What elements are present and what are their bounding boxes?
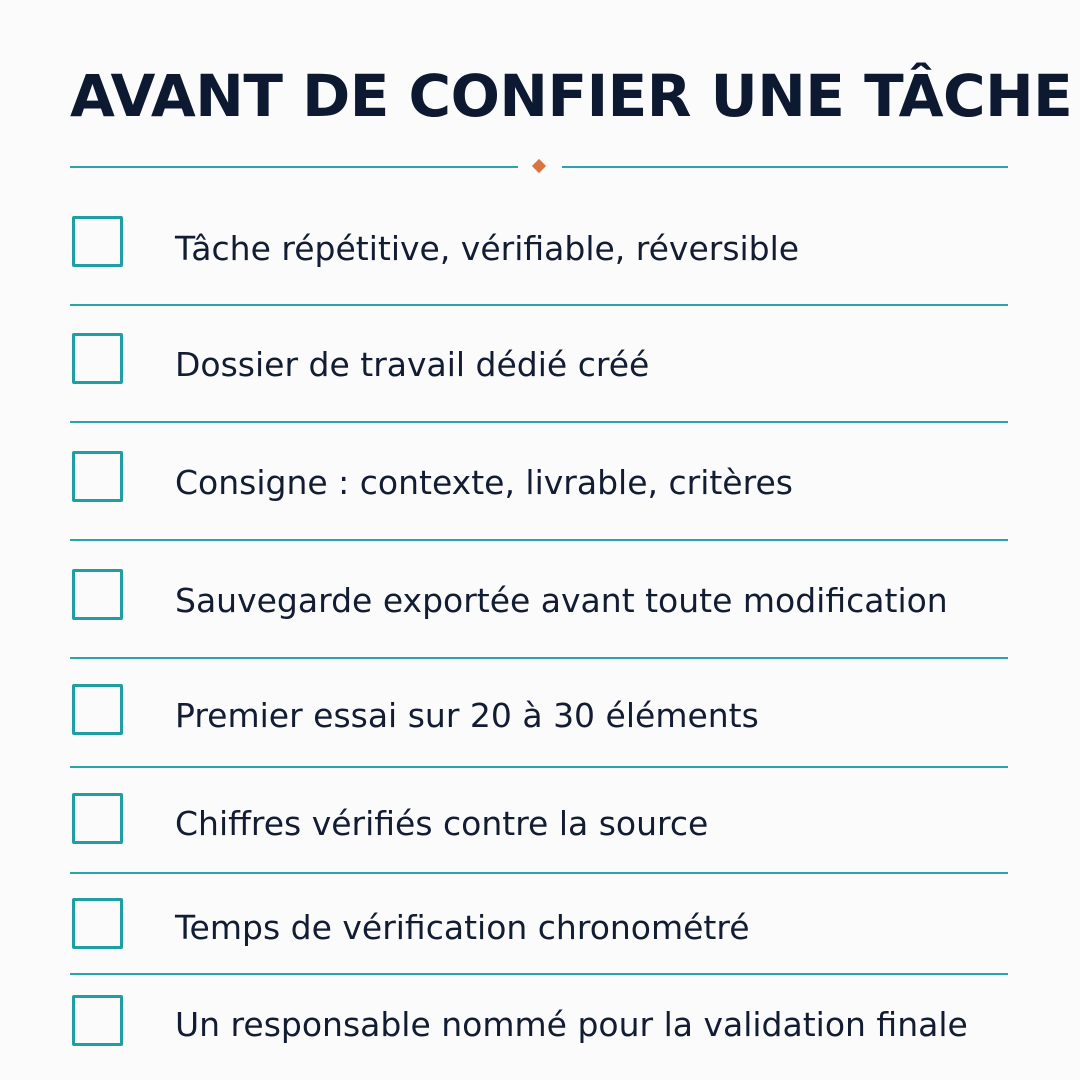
title-divider-right bbox=[562, 166, 1008, 168]
title-divider-left bbox=[70, 166, 518, 168]
checklist-item-label: Temps de vérification chronométré bbox=[175, 908, 750, 947]
row-divider bbox=[70, 766, 1008, 768]
checkbox[interactable] bbox=[72, 333, 123, 384]
row-divider bbox=[70, 421, 1008, 423]
page-title: AVANT DE CONFIER UNE TÂCHE bbox=[70, 62, 1073, 130]
checklist-item-label: Consigne : contexte, livrable, critères bbox=[175, 463, 793, 502]
checklist-item-label: Sauvegarde exportée avant toute modification bbox=[175, 581, 948, 620]
row-divider bbox=[70, 539, 1008, 541]
checkbox[interactable] bbox=[72, 898, 123, 949]
row-divider bbox=[70, 304, 1008, 306]
checklist-item-label: Tâche répétitive, vérifiable, réversible bbox=[175, 229, 800, 268]
row-divider bbox=[70, 872, 1008, 874]
checkbox[interactable] bbox=[72, 793, 123, 844]
checkbox[interactable] bbox=[72, 216, 123, 267]
checklist-item-label: Premier essai sur 20 à 30 éléments bbox=[175, 696, 759, 735]
checkbox[interactable] bbox=[72, 451, 123, 502]
checklist-item-label: Dossier de travail dédié créé bbox=[175, 345, 650, 384]
checklist-item-label: Un responsable nommé pour la validation finale bbox=[175, 1005, 968, 1044]
row-divider bbox=[70, 973, 1008, 975]
diamond-ornament-icon bbox=[532, 159, 546, 173]
checkbox[interactable] bbox=[72, 684, 123, 735]
checkbox[interactable] bbox=[72, 569, 123, 620]
row-divider bbox=[70, 657, 1008, 659]
checkbox[interactable] bbox=[72, 995, 123, 1046]
checklist-item-label: Chiffres vérifiés contre la source bbox=[175, 804, 709, 843]
